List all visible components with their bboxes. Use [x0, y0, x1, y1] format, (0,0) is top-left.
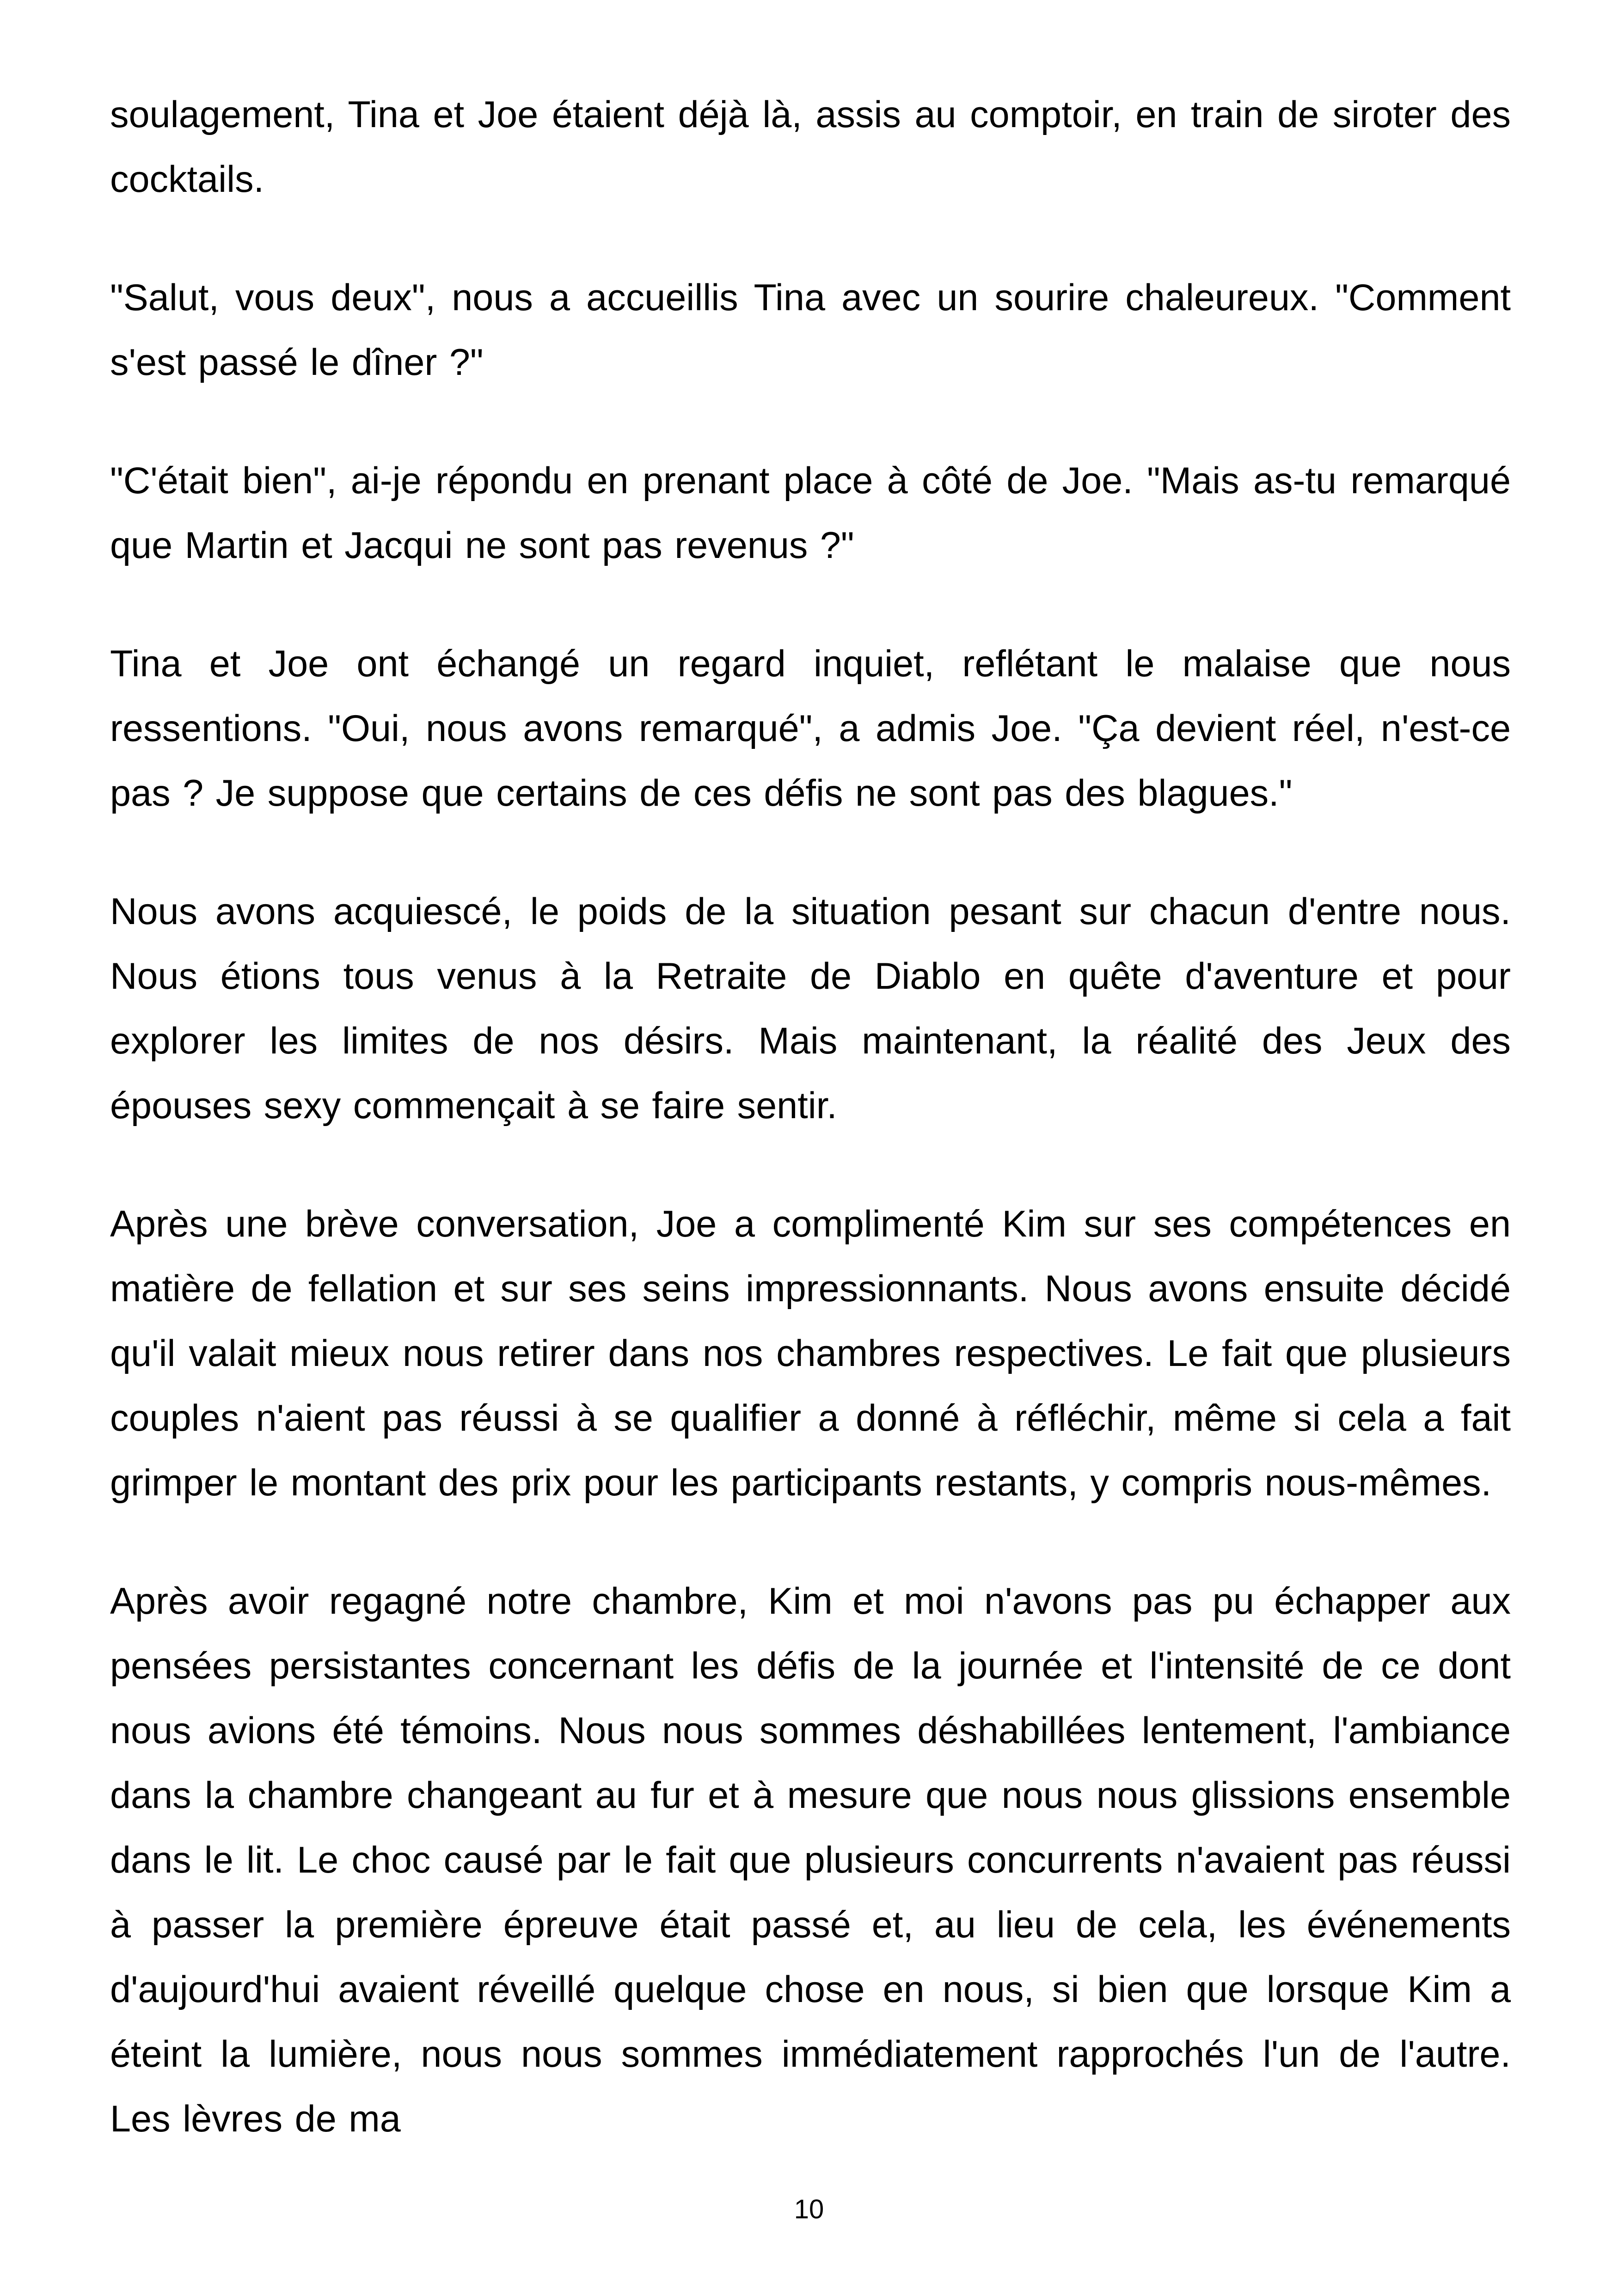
- paragraph-6: Après une brève conversation, Joe a complimenté Kim sur ses compétences en matière de fellation et sur ses seins impressionnants. Nous avons ensuite décidé qu'il valait mieux nous retirer dans nos chambres respectives. Le fait que plusieurs couples n'aient pas réussi à se qualifier a donné à réfléchir, même si cela a fait grimper le montant des prix pour les participants restants, y compris nous-mêmes.: [110, 1203, 1511, 1504]
- paragraph-1: soulagement, Tina et Joe étaient déjà là, assis au comptoir, en train de siroter des cocktails.: [110, 94, 1511, 200]
- paragraph-7: Après avoir regagné notre chambre, Kim et moi n'avons pas pu échapper aux pensées persistantes concernant les défis de la journée et l'intensité de ce dont nous avions été témoins. Nous nous sommes déshabillées lentement, l'ambiance dans la chambre changeant au fur et à mesure que nous nous glissions ensemble dans le lit. Le choc causé par le fait que plusieurs concurrents n'avaient pas réussi à passer la première épreuve était passé et, au lieu de cela, les événements d'aujourd'hui avaient réveillé quelque chose en nous, si bien que lorsque Kim a éteint la lumière, nous nous sommes immédiatement rapprochés l'un de l'autre. Les lèvres de ma: [110, 1580, 1511, 2140]
- page-body: [110, 82, 1511, 2151]
- paragraph-5: Nous avons acquiescé, le poids de la situation pesant sur chacun d'entre nous. Nous étions tous venus à la Retraite de Diablo en quête d'aventure et pour explorer les limites de nos désirs. Mais maintenant, la réalité des Jeux des épouses sexy commençait à se faire sentir.: [110, 891, 1511, 1127]
- paragraph-3: "C'était bien", ai-je répondu en prenant place à côté de Joe. "Mais as-tu remarqué que Martin et Jacqui ne sont pas revenus ?": [110, 460, 1511, 566]
- page-number: 10: [794, 2194, 824, 2224]
- paragraph-4: Tina et Joe ont échangé un regard inquiet, reflétant le malaise que nous ressentions. "Oui, nous avons remarqué", a admis Joe. "Ça devient réel, n'est-ce pas ? Je suppose que certains de ces défis ne sont pas des blagues.": [110, 643, 1511, 814]
- paragraph-2: "Salut, vous deux", nous a accueillis Tina avec un sourire chaleureux. "Comment s'est passé le dîner ?": [110, 277, 1511, 383]
